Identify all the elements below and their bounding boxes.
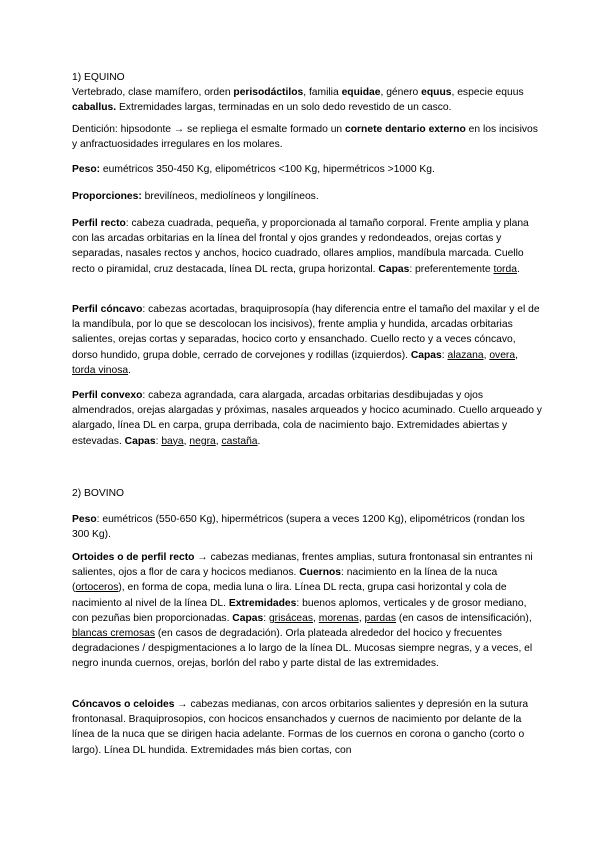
text: . [128,364,131,376]
text: : cabeza cuadrada, pequeña, y proporcionada al tamaño corporal. Frente amplia y plana con las arcadas orbitarias en la línea del frontal y ojos grandes y redondeados, orejas cortas y separadas, nasales rectos y anchos, hocico cuadrado, ollares amplios, mandíbula marcada. Cuello recto o piramidal, cruz destacada, línea DL recta, grupa horizontal. [72,218,529,275]
underlined-capa: negra [189,435,216,447]
bold-label: Perfil cóncavo [72,304,143,315]
underlined-capa: overa [489,349,516,361]
equino-proporciones-paragraph [72,189,542,204]
underlined-term: ortoceros [75,582,119,594]
text: en los incisivos y anfractuosidades irregulares en los molares. [72,124,538,151]
text: Dentición: hipsodonte → se repliega el esmalte formado un [72,124,346,135]
underlined-capa: torda vinosa [72,364,129,376]
bold-term: perisodáctilos [233,87,304,98]
text: , género [380,87,422,98]
capas-label: Capas [410,349,442,361]
text: . [257,435,261,447]
text: : [155,435,162,447]
equino-intro-paragraph [72,85,542,115]
text: : [263,612,269,624]
text: . [516,263,520,275]
bold-label: Peso [72,514,97,525]
underlined-capa: grisáceas [268,612,314,624]
cuernos-label: Cuernos [299,567,342,579]
text: eumétricos 350-450 Kg, elipométricos <100 Kg, hipermétricos >1000 Kg. [100,164,435,175]
bold-label: Perfil recto [72,218,126,229]
bold-term: equus [421,87,452,98]
text: → cabezas medianas, con arcos orbitarios salientes y depresión en la sutura frontonasal. Braquiprosopios, con hocicos ensanchados y cuernos de nacimiento por delante de la línea de la nuca que se dirigen hacia adelante. Formas de los cuernos en corona o gancho (corto o largo). Línea DL hundida. Extremidades más bien cortas, con [72,699,529,756]
text: (en casos de intensificación), [396,612,532,624]
underlined-capa: blancas cremosas [72,628,155,640]
text: → cabezas medianas, frentes amplias, sutura frontonasal sin entrantes ni salientes, ojos a flor de cara y hocicos medianos. [72,552,533,579]
text: , [483,349,490,361]
text: brevilíneos, mediolíneos y longilíneos. [141,191,319,202]
bold-label: Peso: [72,164,101,175]
equino-peso-paragraph [72,162,542,177]
text: : eumétricos (550-650 Kg), hipermétricos (supera a veces 1200 Kg), elipométricos (rondan los 300 Kg). [72,514,525,541]
equino-denticion-paragraph [72,122,542,152]
text: , [358,612,365,624]
text: : [441,349,448,361]
underlined-capa: morenas [318,612,359,624]
equino-perfil-convexo-paragraph [72,388,542,449]
underlined-capa: alazana [447,349,484,361]
capas-label: Capas [124,435,156,447]
equino-perfil-concavo-paragraph [72,302,542,378]
section-heading-equino: 1) EQUINO [72,72,125,83]
text: (en casos de degradación). Orla plateada alrededor del hocico y frecuentes degradaciones / despigmentaciones a lo largo de la línea DL. Mucosas siempre negras, y a veces, el negro inunda cuernos, orejas, borlón del rabo y parte distal de las extremidades. [72,628,533,670]
bold-term: caballus. [72,102,117,114]
bovino-concavos-paragraph [72,697,542,758]
bold-term: cornete dentario externo [345,124,466,135]
text: , especie equus [451,87,524,98]
bovino-peso-paragraph [72,512,542,542]
text: , familia [303,87,342,98]
bovino-ortoides-paragraph [72,550,542,672]
bold-term: equidae [341,87,381,98]
text: , [313,612,319,624]
text: : preferentemente [409,263,494,275]
text: : nacimiento en la línea de la nuca ( [72,567,498,594]
text: : buenos aplomos, verticales y de grosor mediano, con pezuñas bien proporcionadas. [72,597,527,624]
extremidades-label: Extremidades [228,597,297,609]
bold-label: Perfil convexo [72,390,143,401]
bold-label: Ortoides o de perfil recto [72,552,195,563]
text: Extremidades largas, terminadas en un solo dedo revestido de un casco. [116,102,452,114]
bold-label: Proporciones: [72,191,142,202]
capas-label: Capas [378,263,410,275]
text: Vertebrado, clase mamífero, orden [72,87,234,98]
text: : cabezas acortadas, braquiprosopía (hay diferencia entre el tamaño del maxilar y el de la mandíbula, por lo que se descolocan los incisivos), frente amplia y hundida, arcadas orbitarias salientes, orejas cortas y separadas, hocico corto y ensanchado. Cuello recto y a veces cóncavo, dorso hundido, grupa doble, cerrado de corvejones y rodillas (izquierdos). [72,304,540,361]
equino-perfil-recto-paragraph [72,216,542,277]
underlined-capa: torda [493,263,517,275]
text: ), en forma de copa, media luna o lira. Línea DL recta, grupa casi horizontal y cola de nacimiento al nivel de la línea DL. [72,582,507,609]
text: , [183,435,190,447]
text: : cabeza agrandada, cara alargada, arcadas orbitarias desdibujadas y ojos almendrados, orejas alargadas y próximas, nasales arqueados y hocico acuminado. Cuello arqueado y alargado, línea DL en carpa, grupa derribada, cola de nacimiento bajo. Extremidades abiertas y estevadas. [72,390,542,447]
underlined-capa: baya [161,435,184,447]
section-heading-bovino: 2) BOVINO [72,488,125,499]
text: , [515,349,518,361]
capas-label: Capas [232,612,264,624]
bold-label: Cóncavos o celoides [72,699,175,710]
underlined-capa: castaña [221,435,258,447]
text: , [215,435,222,447]
underlined-capa: pardas [364,612,397,624]
